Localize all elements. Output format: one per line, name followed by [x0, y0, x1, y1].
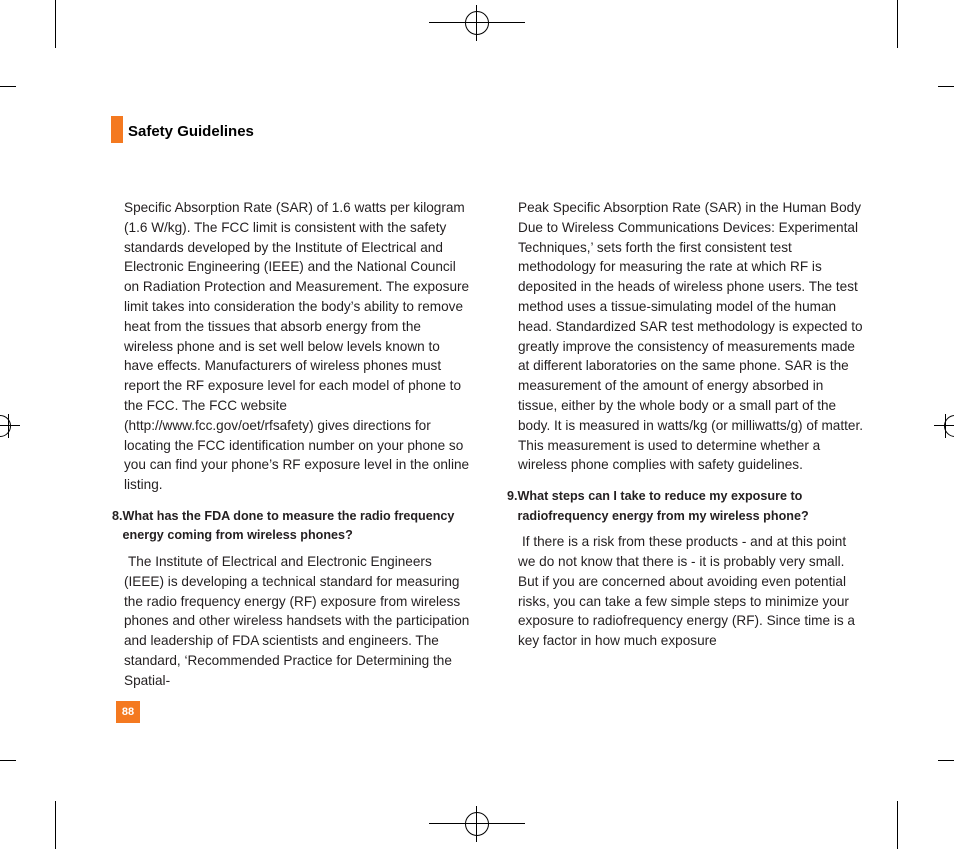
question-heading [507, 487, 866, 526]
section-title: Safety Guidelines [128, 123, 254, 140]
question-text: What has the FDA done to measure the radio frequency energy coming from wireless phones? [122, 508, 455, 543]
crop-mark [897, 0, 898, 48]
question-text: What steps can I take to reduce my exposure to radiofrequency energy from my wireless phone? [517, 489, 809, 523]
registration-mark-left [0, 408, 20, 444]
question-number: 8. [112, 508, 123, 523]
page-number: 88 [116, 701, 140, 723]
crop-mark [938, 760, 954, 761]
answer-paragraph: The Institute of Electrical and Electronic Engineers (IEEE) is developing a technical standard for measuring the radio frequency energy (RF) exposure from wireless phones and other wireless handsets with the participation and leadership of FDA scientists and engineers. The standard, ‘Recommended Practice for Determining the Spatial- [124, 553, 470, 688]
registration-mark-bottom [429, 806, 525, 842]
crop-mark [0, 86, 16, 87]
answer-paragraph: If there is a risk from these products - and at this point we do not know that there is - it is probably very small. But if you are concerned about avoiding even potential risks, you can take a few simple steps to minimize your exposure to radiofrequency energy (RF). Since time is a key factor in how much exposure [518, 534, 855, 649]
registration-mark-right [934, 408, 954, 444]
registration-mark-top [429, 5, 525, 41]
crop-mark [55, 801, 56, 849]
body-paragraph: Specific Absorption Rate (SAR) of 1.6 watts per kilogram (1.6 W/kg). The FCC limit is consistent with the safety standards developed by the Institute of Electrical and Electronic Engineering (IEEE) and the National Council on Radiation Protection and Measurement. The exposure limit takes into consideration the body’s ability to remove heat from the tissues that absorb energy from the wireless phone and is set well below levels known to have effects. Manufacturers of wireless phones must report the RF exposure level for each model of phone to the FCC. The FCC website (http://www.fcc.gov/oet/rfsafety) gives directions for locating the FCC identification number on your phone so you can find your phone’s RF exposure level in the online listing. [124, 200, 470, 493]
section-tab [111, 116, 123, 143]
question-number: 9. [507, 489, 518, 504]
left-column [112, 198, 472, 691]
right-column [507, 198, 866, 651]
question-heading [112, 507, 472, 546]
body-paragraph: Peak Specific Absorption Rate (SAR) in the Human Body Due to Wireless Communications Devices: Experimental Techniques,’ sets forth the first consistent test methodology for measuring the rate at which RF is deposited in the heads of wireless phone users. The test method uses a tissue-simulating model of the human head. Standardized SAR test methodology is expected to greatly improve the consistency of measurements made at different laboratories on the same phone. SAR is the measurement of the amount of energy absorbed in tissue, either by the whole body or a small part of the body. It is measured in watts/kg (or milliwatts/g) of matter. This measurement is used to determine whether a wireless phone complies with safety guidelines. [518, 200, 863, 473]
crop-mark [938, 86, 954, 87]
crop-mark [897, 801, 898, 849]
crop-mark [55, 0, 56, 48]
crop-mark [0, 760, 16, 761]
